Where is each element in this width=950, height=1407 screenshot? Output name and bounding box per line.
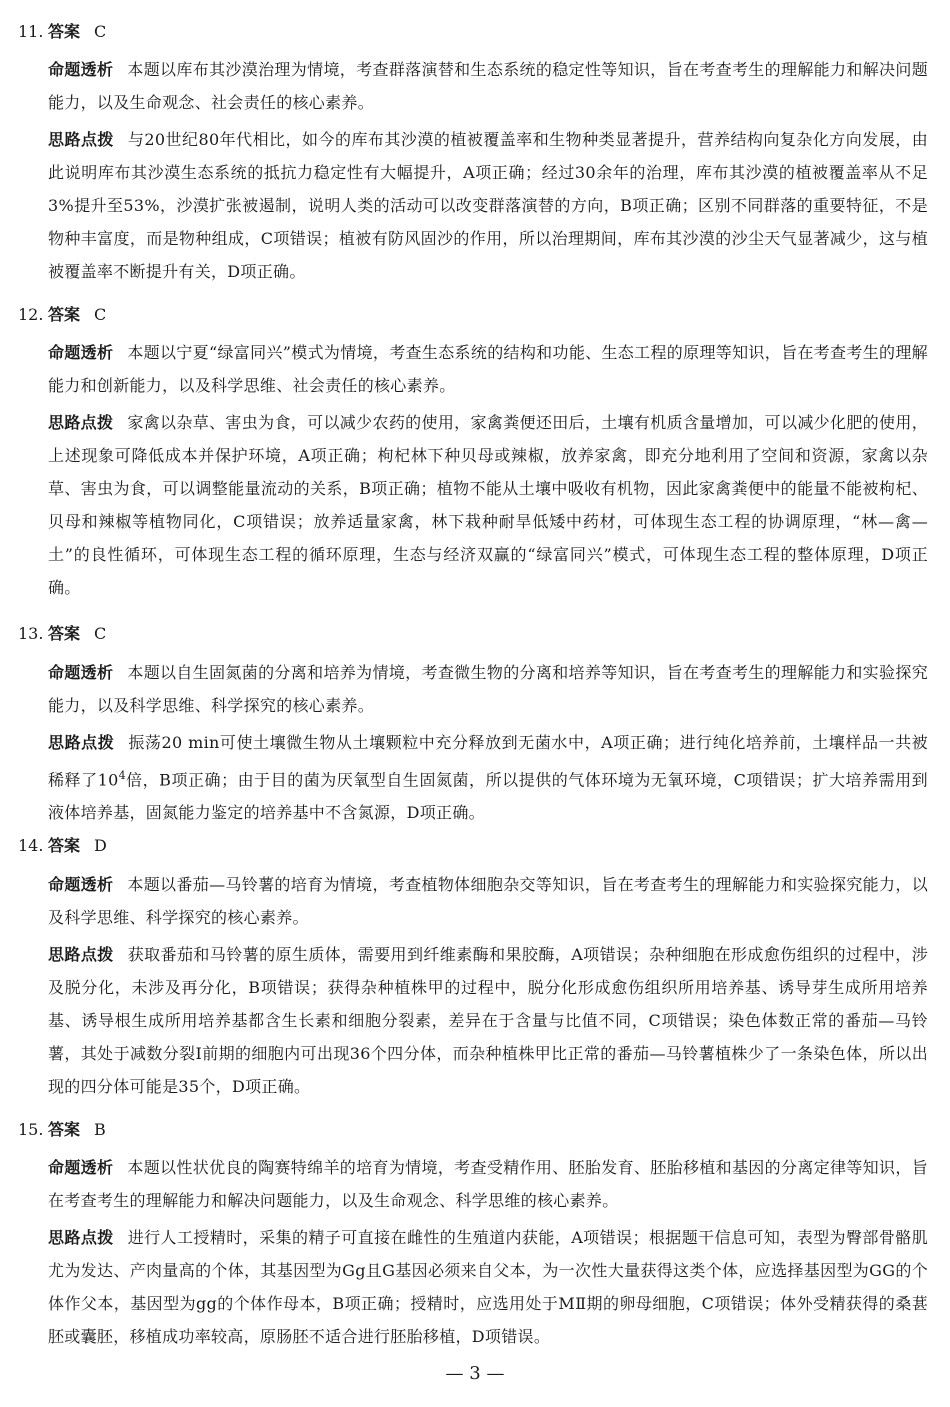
question-12-hint: [48, 406, 928, 604]
intent-label: 命题透析: [48, 343, 114, 362]
question-14-intent: [48, 868, 928, 934]
answer-label: 答案: [48, 305, 81, 324]
answer-label: 答案: [48, 1120, 81, 1139]
question-15-intent: [48, 1151, 928, 1217]
hint-text: 获取番茄和马铃薯的原生质体，需要用到纤维素酶和果胶酶，A项错误；杂种细胞在形成愈伤组织的过程中，涉及脱分化，未涉及再分化，B项错误；获得杂种植株甲的过程中，脱分化形成愈伤组织所用培养基、诱导芽生成所用培养基、诱导根生成所用培养基都含生长素和细胞分裂素，差异在于含量与比值不同，C项错误；染色体数正常的番茄—马铃薯，其处于减数分裂Ⅰ前期的细胞内可出现36个四分体，而杂种植株甲比正常的番茄—马铃薯植株少了一条染色体，所以出现的四分体可能是35个，D项正确。: [48, 945, 928, 1096]
hint-label: 思路点拨: [48, 945, 114, 964]
question-14-header: [18, 835, 107, 857]
question-13-header: [18, 623, 106, 645]
intent-text: 本题以宁夏“绿富同兴”模式为情境，考查生态系统的结构和功能、生态工程的原理等知识，旨在考查考生的理解能力和创新能力，以及科学思维、社会责任的核心素养。: [48, 343, 928, 395]
intent-label: 命题透析: [48, 663, 114, 682]
question-number: 11.: [18, 22, 44, 41]
intent-text: 本题以自生固氮菌的分离和培养为情境，考查微生物的分离和培养等知识，旨在考查考生的理解能力和实验探究能力，以及科学思维、科学探究的核心素养。: [48, 663, 929, 715]
hint-label: 思路点拨: [48, 413, 114, 432]
exponent: 4: [118, 769, 126, 782]
answer-value: C: [94, 305, 107, 324]
question-13-hint: [48, 726, 928, 829]
question-12-header: [18, 304, 106, 326]
hint-text: 与20世纪80年代相比，如今的库布其沙漠的植被覆盖率和生物种类显著提升，营养结构向复杂化方向发展，由此说明库布其沙漠生态系统的抵抗力稳定性有大幅提升，A项正确；经过30余年的治理，库布其沙漠的植被覆盖率从不足3%提升至53%，沙漠扩张被遏制，说明人类的活动可以改变群落演替的方向，B项正确；区别不同群落的重要特征，不是物种丰富度，而是物种组成，C项错误；植被有防风固沙的作用，所以治理期间，库布其沙漠的沙尘天气显著减少，这与植被覆盖率不断提升有关，D项正确。: [48, 130, 928, 281]
answer-value: C: [94, 624, 107, 643]
answer-value: B: [94, 1120, 106, 1139]
question-14-hint: [48, 938, 928, 1103]
hint-text: 家禽以杂草、害虫为食，可以减少农药的使用，家禽粪便还田后，土壤有机质含量增加，可以减少化肥的使用，上述现象可降低成本并保护环境，A项正确；枸杞林下种贝母或辣椒，放养家禽，即充分地利用了空间和资源，家禽以杂草、害虫为食，可以调整能量流动的关系，B项正确；植物不能从土壤中吸收有机物，因此家禽粪便中的能量不能被枸杞、贝母和辣椒等植物同化，C项错误；放养适量家禽，林下栽种耐旱低矮中药材，可体现生态工程的协调原理，“林—禽—土”的良性循环，可体现生态工程的循环原理，生态与经济双赢的“绿富同兴”模式，可体现生态工程的整体原理，D项正确。: [48, 413, 929, 597]
answer-label: 答案: [48, 836, 81, 855]
question-11-hint: [48, 123, 928, 288]
hint-text-part2: 倍，B项正确；由于目的菌为厌氧型自生固氮菌，所以提供的气体环境为无氧环境，C项错误；扩大培养需用到液体培养基，固氮能力鉴定的培养基中不含氮源，D项正确。: [48, 770, 928, 823]
hint-label: 思路点拨: [48, 733, 115, 752]
question-11-intent: [48, 53, 928, 119]
hint-label: 思路点拨: [48, 1228, 114, 1247]
hint-label: 思路点拨: [48, 130, 114, 149]
answer-label: 答案: [48, 624, 81, 643]
question-number: 12.: [18, 305, 44, 324]
question-15-header: [18, 1119, 106, 1141]
question-13-intent: [48, 656, 928, 722]
question-15-hint: [48, 1221, 928, 1353]
intent-label: 命题透析: [48, 875, 114, 894]
answer-label: 答案: [48, 22, 81, 41]
intent-label: 命题透析: [48, 60, 114, 79]
page-number: — 3 —: [445, 1363, 505, 1384]
hint-text-part1: 振荡20 min可使土壤微生物从土壤颗粒中充分释放到无菌水中，A项正确；进行纯化培养前，土壤样品一共被稀释了10: [48, 733, 928, 790]
intent-text: 本题以番茄—马铃薯的培育为情境，考查植物体细胞杂交等知识，旨在考查考生的理解能力和实验探究能力，以及科学思维、科学探究的核心素养。: [48, 875, 929, 927]
question-number: 13.: [18, 624, 44, 643]
question-12-intent: [48, 336, 928, 402]
answer-value: C: [94, 22, 107, 41]
hint-text: 进行人工授精时，采集的精子可直接在雌性的生殖道内获能，A项错误；根据题干信息可知，表型为臀部骨骼肌尤为发达、产肉量高的个体，其基因型为Gg且G基因必须来自父本，为一次性大量获得这类个体，应选择基因型为GG的个体作父本，基因型为gg的个体作母本，B项正确；授精时，应选用处于MⅡ期的卵母细胞，C项错误；体外受精获得的桑葚胚或囊胚，移植成功率较高，原肠胚不适合进行胚胎移植，D项错误。: [48, 1228, 928, 1346]
intent-text: 本题以性状优良的陶赛特绵羊的培育为情境，考查受精作用、胚胎发育、胚胎移植和基因的分离定律等知识，旨在考查考生的理解能力和解决问题能力，以及生命观念、科学思维的核心素养。: [48, 1158, 929, 1210]
question-number: 14.: [18, 836, 44, 855]
intent-text: 本题以库布其沙漠治理为情境，考查群落演替和生态系统的稳定性等知识，旨在考查考生的理解能力和解决问题能力，以及生命观念、社会责任的核心素养。: [48, 60, 929, 112]
intent-label: 命题透析: [48, 1158, 114, 1177]
answer-value: D: [94, 836, 107, 855]
question-number: 15.: [18, 1120, 44, 1139]
question-11-header: [18, 21, 106, 43]
